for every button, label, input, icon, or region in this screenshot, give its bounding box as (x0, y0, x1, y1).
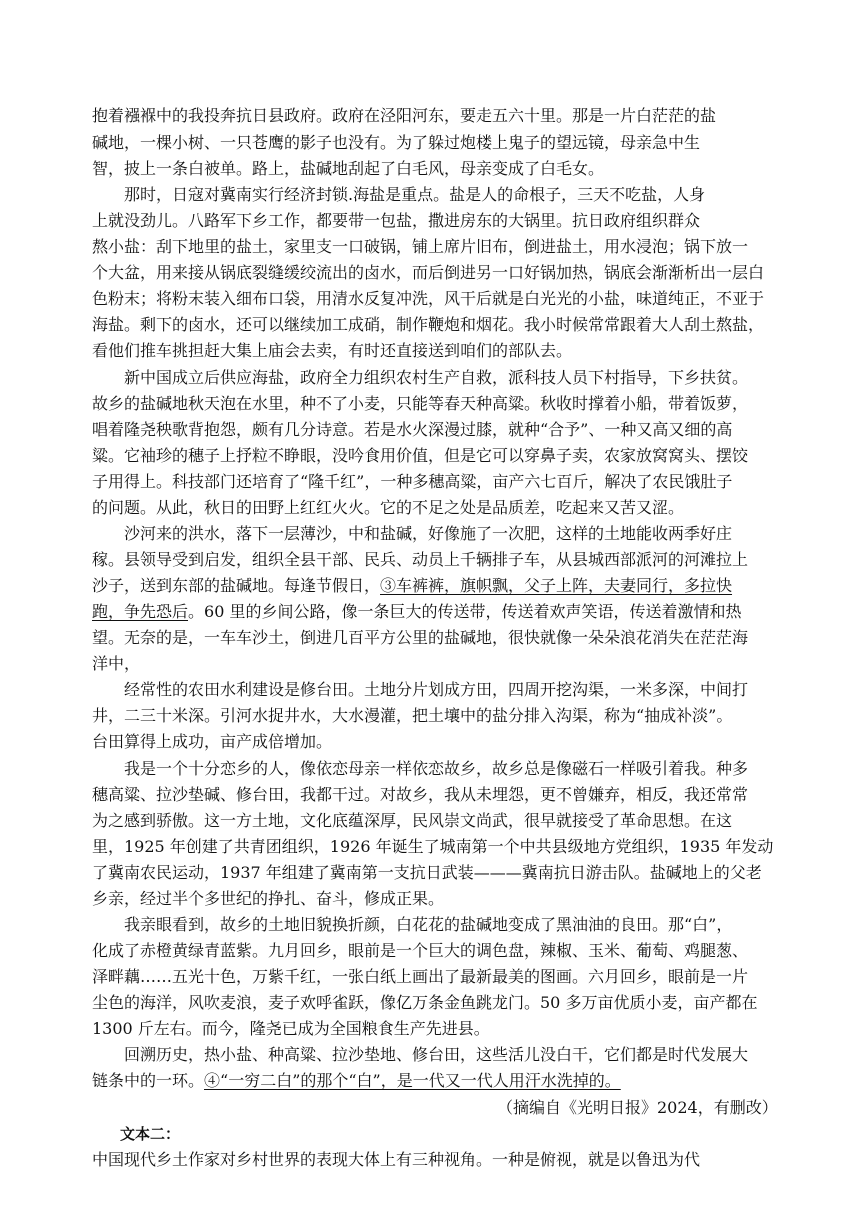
text-line: 上就没劲儿。八路军下乡工作，都要带一包盐，撒进房东的大锅里。抗日政府组织群众 (92, 211, 701, 230)
text-line: 为之感到骄傲。这一方土地，文化底蕴深厚，民风崇文尚武，很早就接受了革命思想。在这 (92, 811, 733, 830)
text-line: 个大盆，用来接从锅底裂缝缓绞流出的卤水，而后倒进另一口好锅加热，锅底会渐渐析出一层白 (92, 263, 765, 282)
text-line: 泽畔藕……五光十色，万紫千红，一张白纸上画出了最新最美的图画。六月回乡，眼前是一片 (92, 967, 749, 986)
text-line: 碱地，一棵小树、一只苍鹰的影子也没有。为了躲过炮楼上鬼子的望远镜，母亲急中生 (92, 133, 701, 152)
text-line: 抱着襁褓中的我投奔抗日县政府。政府在泾阳河东，要走五六十里。那是一片白茫茫的盐 (92, 106, 717, 125)
text2-label: 文本二： (120, 1125, 181, 1143)
text-line: 乡亲，经过半个多世纪的挣扎、奋斗，修成正果。 (92, 889, 445, 908)
text-line: 我亲眼看到，故乡的土地旧貌换折颜，白花花的盐碱地变成了黑油油的良田。那“白”， (92, 915, 733, 934)
text-line: 里，1925 年创建了共青团组织，1926 年诞生了城南第一个中共县级地方党组织，1935 年发动 (92, 837, 774, 856)
text-line: 台田算得上成功，亩产成倍增加。 (92, 732, 333, 751)
text-line (92, 574, 732, 598)
text-line: 沙河来的洪水，落下一层薄沙，中和盐碱，好像施了一次肥，这样的土地能收两季好庄 (92, 524, 733, 543)
text-line: 新中国成立后供应海盐，政府全力组织农村生产自救，派科技人员下村指导，下乡扶贫。 (92, 368, 749, 387)
text-line: 1300 斤左右。而今，隆尧已成为全国粮食生产先进县。 (92, 1019, 490, 1038)
text-line (92, 1069, 621, 1093)
text-segment: 沙子，送到东部的盐碱地。每逢节假日， (92, 576, 381, 595)
text-line: 井，二三十米深。引河水捉井水，大水漫灌，把土壤中的盐分排入沟渠，称为“抽成补淡”。 (92, 706, 733, 725)
text-line: 海盐。剩下的卤水，还可以继续加工成硝，制作鞭炮和烟花。我小时候常常跟着大人刮土熬盐， (92, 315, 765, 334)
text-line: 看他们推车挑担赶大集上庙会去卖，有时还直接送到咱们的部队去。 (92, 341, 573, 360)
text-line: 的问题。从此，秋日的田野上红红火火。它的不足之处是品质差，吃起来又苦又涩。 (92, 498, 685, 517)
text-line: 尘色的海洋，风吹麦浪，麦子欢呼雀跃，像亿万条金鱼跳龙门。50 多万亩优质小麦，亩产都在 (92, 993, 758, 1012)
text-line: 了冀南农民运动，1937 年组建了冀南第一支抗日武装———冀南抗日游击队。盐碱地上的父老 (92, 863, 762, 882)
text-line: 中国现代乡土作家对乡村世界的表现大体上有三种视角。一种是俯视，就是以鲁迅为代 (92, 1150, 701, 1169)
article-source: （摘编自《光明日报》2024，有删改） (497, 1098, 778, 1117)
text-segment: 链条中的一环。 (92, 1071, 205, 1090)
underlined-sentence-4: ④“一穷二白”的那个“白”，是一代又一代人用汗水洗掉的。 (204, 1071, 621, 1090)
text-line: 色粉末；将粉末装入细布口袋，用清水反复冲洗，风干后就是白光光的小盐，味道纯正，不亚于 (92, 289, 765, 308)
text-line: 粱。它袖珍的穗子上抒粒不睁眼，没吟食用价值，但是它可以穿鼻子卖，农家放窝窝头、摆饺 (92, 446, 749, 465)
underlined-sentence-3: ③车裤裤，旗帜飘，父子上阵，夫妻同行，多拉快 (380, 576, 733, 595)
text-line: 化成了赤橙黄绿青蓝紫。九月回乡，眼前是一个巨大的调色盘，辣椒、玉米、葡萄、鸡腿葱、 (92, 941, 749, 960)
text-line: 我是一个十分恋乡的人，像依恋母亲一样依恋故乡，故乡总是像磁石一样吸引着我。种多 (92, 759, 749, 778)
text-line: 稼。县领导受到启发，组织全县干部、民兵、动员上千辆排子车，从县城西部派河的河滩拉上 (92, 550, 749, 569)
text-line: 子用得上。科技部门还培育了“隆千红”，一种多穗高粱，亩产六七百斤，解决了农民饿肚子 (92, 472, 733, 491)
text-line: 智，披上一条白被单。路上，盐碱地刮起了白毛风，母亲变成了白毛女。 (92, 159, 605, 178)
text-line: 望。无奈的是，一车车沙土，倒进几百平方公里的盐碱地，很快就像一朵朵浪花消失在茫茫海 (92, 628, 749, 647)
text-line (92, 600, 741, 624)
text-line: 那时，日寇对冀南实行经济封锁.海盐是重点。盐是人的命根子，三天不吃盐，人身 (92, 185, 706, 204)
text-line: 唱着隆尧秧歌背抱怨，颇有几分诗意。若是水火深漫过膝，就种“合予”、一种又高又细的高 (92, 420, 733, 439)
text-segment: 。60 里的乡间公路，像一条巨大的传送带，传送着欢声笑语，传送着激情和热 (188, 602, 742, 621)
text-line: 经常性的农田水利建设是修台田。土地分片划成方田，四周开挖沟渠，一米多深，中间打 (92, 680, 749, 699)
text-line: 洋中， (92, 654, 141, 673)
underlined-sentence-3-continued: 跑，争先恐后 (92, 602, 189, 621)
text-line: 回溯历史，热小盐、种高粱、拉沙垫地、修台田，这些活儿没白干，它们都是时代发展大 (92, 1045, 749, 1064)
text-line: 熬小盐：刮下地里的盐土，家里支一口破锅，铺上席片旧布，倒进盐土，用水浸泡；锅下放一 (92, 237, 749, 256)
text-line: 穗高粱、拉沙垫碱、修台田，我都干过。对故乡，我从未埋怨，更不曾嫌弃，相反，我还常常 (92, 785, 749, 804)
text-line: 故乡的盐碱地秋天泡在水里，种不了小麦，只能等春天种高粱。秋收时撑着小船，带着饭萝， (92, 394, 749, 413)
